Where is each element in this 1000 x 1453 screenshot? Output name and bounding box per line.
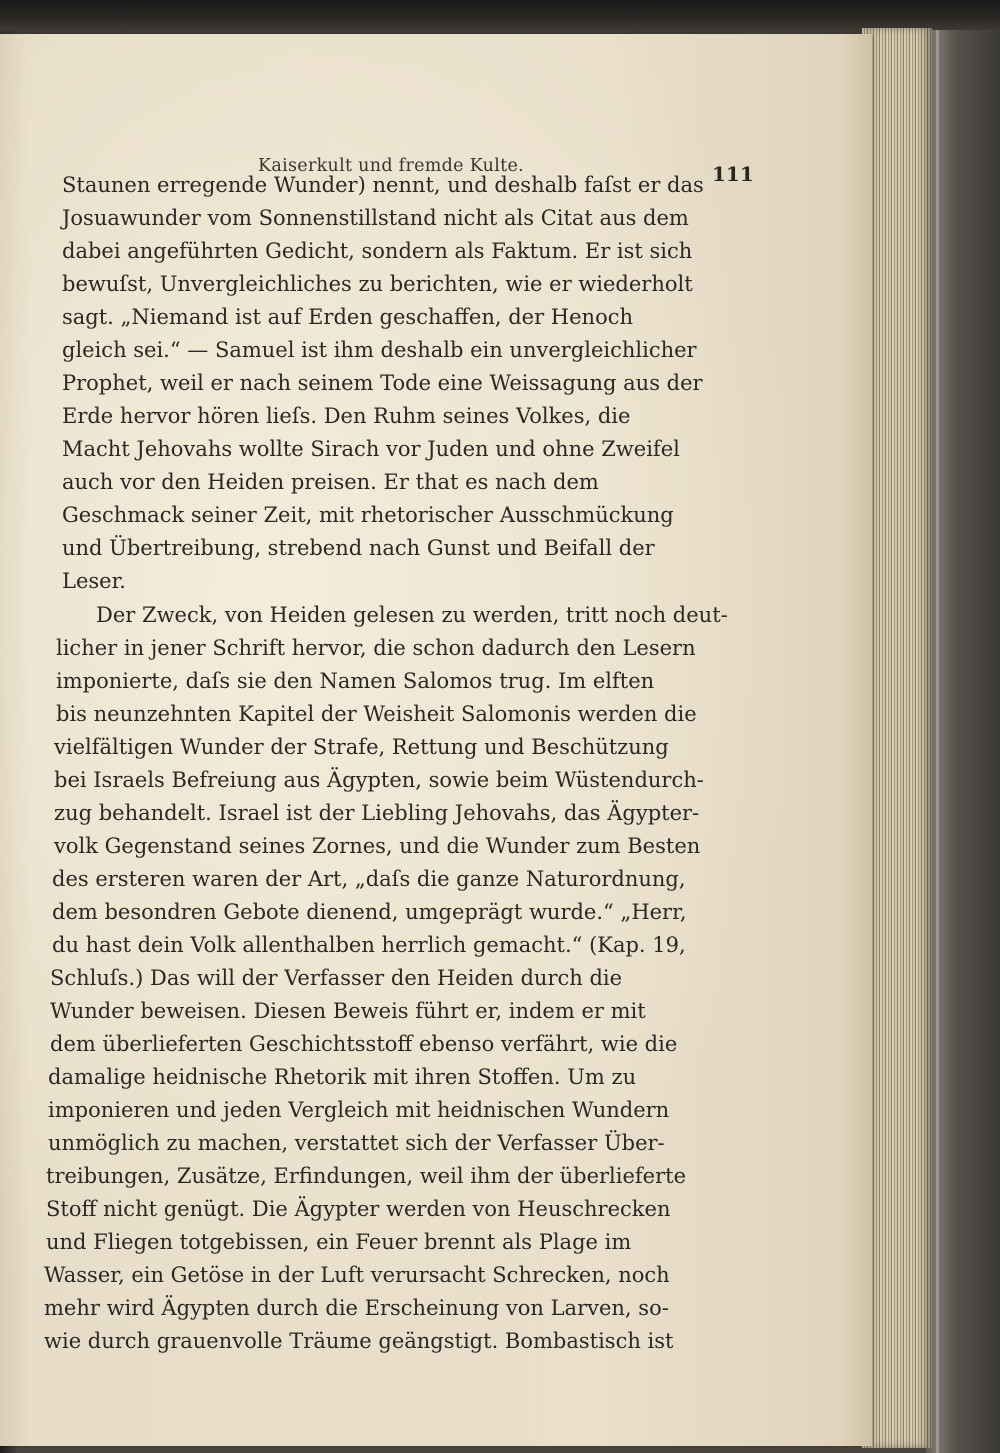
text-line: Erde hervor hören lieſs. Den Ruhm seines Volkes, die <box>62 404 631 428</box>
text-line: vielfältigen Wunder der Strafe, Rettung und Beschützung <box>54 735 669 759</box>
book-page <box>0 34 872 1446</box>
text-line: bewuſst, Unvergleichliches zu berichten, wie er wiederholt <box>62 272 693 296</box>
page-number: 111 <box>712 162 754 186</box>
text-line: Schluſs.) Das will der Verfasser den Heiden durch die <box>50 966 623 990</box>
page-stack-edges <box>862 28 932 1448</box>
text-line: mehr wird Ägypten durch die Erscheinung von Larven, so- <box>44 1296 669 1320</box>
text-line: imponieren und jeden Vergleich mit heidnischen Wundern <box>48 1098 670 1122</box>
text-line: imponierte, daſs sie den Namen Salomos trug. Im elften <box>56 669 655 693</box>
text-line: dem überlieferten Geschichtsstoff ebenso verfährt, wie die <box>50 1032 678 1056</box>
text-line: Stoff nicht genügt. Die Ägypter werden von Heuschrecken <box>46 1197 671 1221</box>
text-line: Wunder beweisen. Diesen Beweis führt er, indem er mit <box>50 999 646 1023</box>
text-line: volk Gegenstand seines Zornes, und die Wunder zum Besten <box>54 834 701 858</box>
text-line: Macht Jehovahs wollte Sirach vor Juden und ohne Zweifel <box>62 437 680 461</box>
text-line: auch vor den Heiden preisen. Er that es nach dem <box>62 470 599 494</box>
text-line: dabei angeführten Gedicht, sondern als Faktum. Er ist sich <box>62 239 693 263</box>
text-line: und Fliegen totgebissen, ein Feuer brennt als Plage im <box>46 1230 632 1254</box>
text-line: Der Zweck, von Heiden gelesen zu werden, tritt noch deut- <box>96 603 728 627</box>
text-line: Wasser, ein Getöse in der Luft verursacht Schrecken, noch <box>44 1263 670 1287</box>
text-line: bis neunzehnten Kapitel der Weisheit Salomonis werden die <box>56 702 697 726</box>
text-line: Prophet, weil er nach seinem Tode eine Weissagung aus der <box>62 371 703 395</box>
running-head: Kaiserkult und fremde Kulte. <box>258 156 525 176</box>
text-line: Geschmack seiner Zeit, mit rhetorischer Ausschmückung <box>62 503 674 527</box>
body-text <box>0 34 872 1446</box>
text-line: dem besondren Gebote dienend, umgeprägt wurde.“ „Herr, <box>52 900 687 924</box>
text-line: und Übertreibung, strebend nach Gunst und Beifall der <box>62 536 655 560</box>
text-line: zug behandelt. Israel ist der Liebling Jehovahs, das Ägypter- <box>54 801 700 825</box>
text-line: sagt. „Niemand ist auf Erden geschaffen, der Henoch <box>62 305 633 329</box>
text-line: unmöglich zu machen, verstattet sich der Verfasser Über- <box>48 1131 665 1155</box>
text-line: licher in jener Schrift hervor, die schon dadurch den Lesern <box>56 636 696 660</box>
text-line: bei Israels Befreiung aus Ägypten, sowie beim Wüstendurch- <box>54 768 704 792</box>
text-line: treibungen, Zusätze, Erfindungen, weil ihm der überlieferte <box>46 1164 687 1188</box>
text-line: Leser. <box>62 569 126 593</box>
text-line: damalige heidnische Rhetorik mit ihren Stoffen. Um zu <box>48 1065 637 1089</box>
text-line: des ersteren waren der Art, „daſs die ganze Naturordnung, <box>52 867 686 891</box>
text-line: Josuawunder vom Sonnenstillstand nicht als Citat aus dem <box>62 206 689 230</box>
text-line: gleich sei.“ — Samuel ist ihm deshalb ein unvergleichlicher <box>62 338 697 362</box>
text-line: Staunen erregende Wunder) nennt, und deshalb faſst er das <box>62 173 704 197</box>
text-line: du hast dein Volk allenthalben herrlich gemacht.“ (Kap. 19, <box>52 933 686 957</box>
book-cover-highlight <box>936 30 939 1453</box>
text-line: wie durch grauenvolle Träume geängstigt. Bombastisch ist <box>44 1329 674 1353</box>
